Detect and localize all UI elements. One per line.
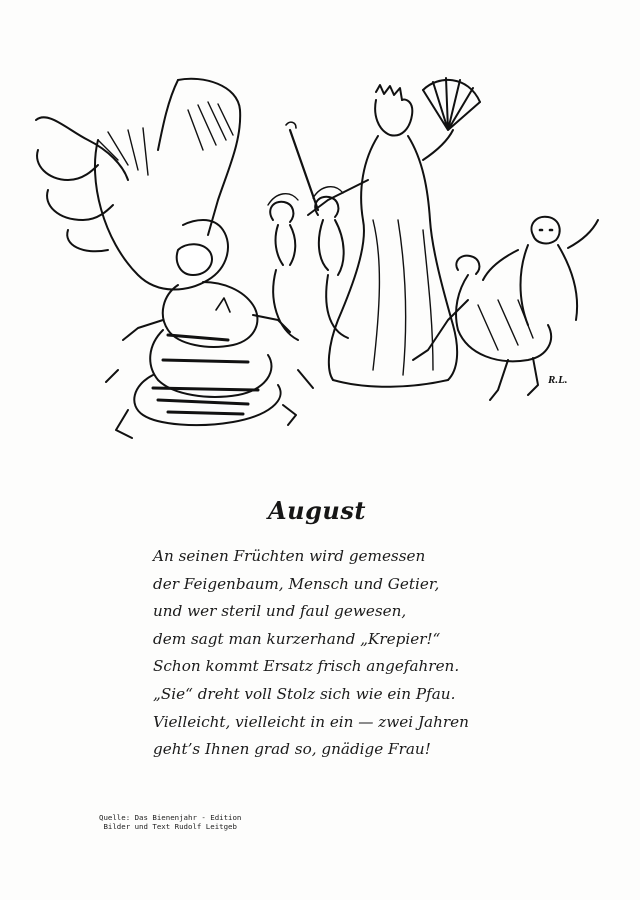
skull-figure-drawing bbox=[483, 217, 598, 325]
poem-line: der Feigenbaum, Mensch und Getier, bbox=[153, 574, 440, 593]
source-line: Quelle: Das Bienenjahr - Edition bbox=[99, 813, 242, 822]
source-line: Bilder und Text Rudolf Leitgeb bbox=[99, 822, 237, 831]
poem-line: und wer steril und faul gewesen, bbox=[153, 602, 407, 621]
poem-line: dem sagt man kurzerhand „Krepier!“ bbox=[153, 629, 441, 648]
poem-title: August bbox=[268, 496, 366, 525]
source-note bbox=[99, 813, 241, 831]
caricature-illustration bbox=[28, 70, 608, 445]
queen-figure-drawing bbox=[286, 78, 480, 387]
giant-finger-drawing bbox=[36, 79, 240, 290]
squashed-figure-drawing bbox=[106, 282, 313, 438]
small-courtiers-drawing bbox=[268, 187, 348, 340]
poem-line: geht’s Ihnen grad so, gnädige Frau! bbox=[153, 740, 431, 759]
poem-line: Schon kommt Ersatz frisch angefahren. bbox=[153, 657, 460, 676]
poem-line: An seinen Früchten wird gemessen bbox=[153, 547, 426, 565]
artist-signature: R.L. bbox=[548, 374, 568, 386]
kneeling-figure-drawing bbox=[413, 256, 551, 400]
poem-line: Vielleicht, vielleicht in ein — zwei Jahren bbox=[153, 712, 469, 731]
poem-body bbox=[153, 543, 573, 764]
poem-line: „Sie“ dreht voll Stolz sich wie ein Pfau. bbox=[153, 684, 456, 703]
